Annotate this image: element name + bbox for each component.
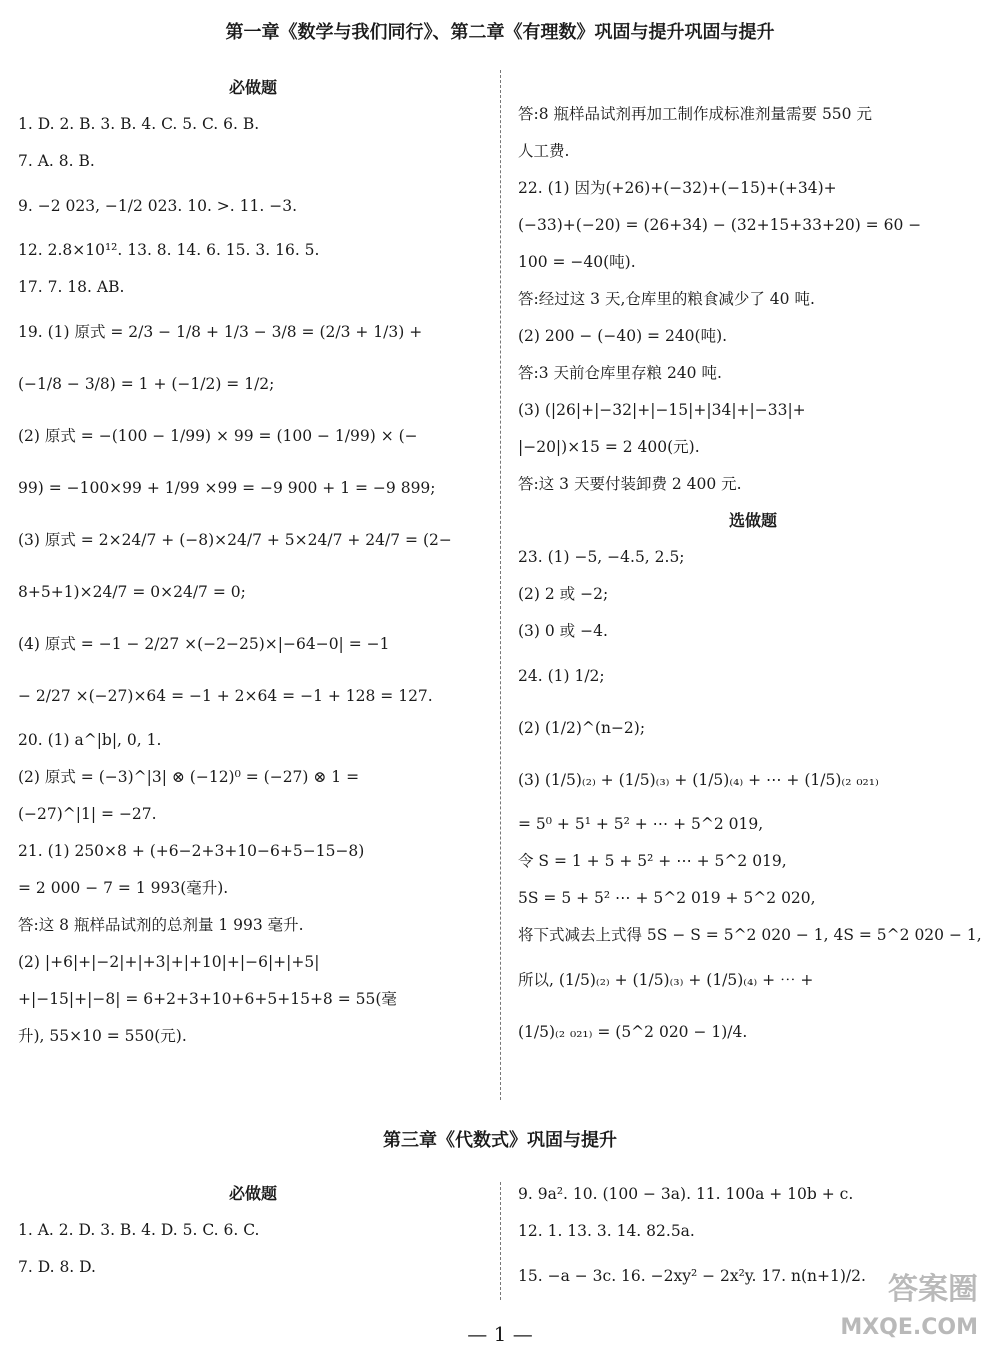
section2-right-answer-line: 12. 1. 13. 3. 14. 82.5a. — [518, 1222, 695, 1240]
page-number: — 1 — — [467, 1322, 533, 1346]
section1-right-answer-line: (3) 0 或 −4. — [518, 622, 608, 640]
section1-right-answer-line: 答:3 天前仓库里存粮 240 吨. — [518, 364, 722, 382]
section1-right-answer-line: |−20|)×15 = 2 400(元). — [518, 438, 700, 456]
section1-left-answer-line: 9. −2 023, −1/2 023. 10. >. 11. −3. — [18, 197, 297, 215]
section1-left-answer-line: 19. (1) 原式 = 2/3 − 1/8 + 1/3 − 3/8 = (2/3 + 1/3) + — [18, 323, 423, 341]
section1-right-answer-line: 所以, (1/5)₍₂₎ + (1/5)₍₃₎ + (1/5)₍₄₎ + ⋯ + — [518, 971, 814, 989]
section1-right-answer-line: 人工费. — [518, 142, 570, 160]
section1-left-answer-line: (4) 原式 = −1 − 2/27 ×(−2−25)×|−64−0| = −1 — [18, 635, 390, 653]
section1-right-answer-line: 23. (1) −5, −4.5, 2.5; — [518, 548, 685, 566]
section1-right-answer-line: (2) 200 − (−40) = 240(吨). — [518, 327, 728, 345]
section1-left-answer-line: 99) = −100×99 + 1/99 ×99 = −9 900 + 1 = −9 899; — [18, 479, 436, 497]
section1-right-answer-line: (1/5)₍₂ ₀₂₁₎ = (5^2 020 − 1)/4. — [518, 1023, 748, 1041]
section1-right-answer-line: (2) (1/2)^(n−2); — [518, 719, 646, 737]
section1-left-answer-line: = 2 000 − 7 = 1 993(毫升). — [18, 879, 229, 897]
section2-title: 第三章《代数式》巩固与提升 — [383, 1130, 617, 1151]
section1-right-lines — [518, 96, 988, 1058]
section1-left-answer-line: 答:这 8 瓶样品试剂的总剂量 1 993 毫升. — [18, 916, 304, 934]
section2-right-answer-line: 9. 9a². 10. (100 − 3a). 11. 100a + 10b + c. — [518, 1185, 854, 1203]
section1-left-answer-line: 21. (1) 250×8 + (+6−2+3+10−6+5−15−8) — [18, 842, 365, 860]
section2-left-heading: 必做题 — [228, 1184, 277, 1203]
section1-left-answer-line: (2) 原式 = −(100 − 1/99) × 99 = (100 − 1/99) × (− — [18, 427, 418, 445]
section1-left-answer-line: (−1/8 − 3/8) = 1 + (−1/2) = 1/2; — [18, 375, 275, 393]
section1-right-column — [518, 96, 988, 1058]
watermark-url: MXQE.COM — [840, 1315, 978, 1340]
section1-right-answer-line: 24. (1) 1/2; — [518, 667, 605, 685]
column-divider-2 — [500, 1182, 501, 1300]
section1-left-heading: 必做题 — [228, 78, 277, 97]
section2-left-lines — [18, 1212, 488, 1286]
section1-left-answer-line: +|−15|+|−8| = 6+2+3+10+6+5+15+8 = 55(毫 — [18, 990, 397, 1008]
section1-left-answer-line: 1. D. 2. B. 3. B. 4. C. 5. C. 6. B. — [18, 115, 260, 133]
section1-right-answer-line: 答:这 3 天要付装卸费 2 400 元. — [518, 475, 742, 493]
section1-right-answer-line: (−33)+(−20) = (26+34) − (32+15+33+20) = 60 − — [518, 216, 922, 234]
section1-right-answer-line: 将下式减去上式得 5S − S = 5^2 020 − 1, 4S = 5^2 020 − 1, — [518, 926, 982, 944]
section1-right-answer-line: = 5⁰ + 5¹ + 5² + ⋯ + 5^2 019, — [518, 815, 764, 833]
section1-right-answer-line: 令 S = 1 + 5 + 5² + ⋯ + 5^2 019, — [518, 852, 787, 870]
section1-right-answer-line: 5S = 5 + 5² ⋯ + 5^2 019 + 5^2 020, — [518, 889, 816, 907]
section1-right-answer-line: 答:8 瓶样品试剂再加工制作成标准剂量需要 550 元 — [518, 105, 872, 123]
section2-left-answer-line: 1. A. 2. D. 3. B. 4. D. 5. C. 6. C. — [18, 1221, 260, 1239]
section1-left-answer-line: 升), 55×10 = 550(元). — [18, 1027, 187, 1045]
section1-right-answer-line: (3) (1/5)₍₂₎ + (1/5)₍₃₎ + (1/5)₍₄₎ + ⋯ + (1/5)₍₂ ₀₂₁₎ — [518, 771, 879, 789]
section1-left-lines — [18, 106, 488, 1055]
section1-left-answer-line: (−27)^|1| = −27. — [18, 805, 157, 823]
section1-left-answer-line: (3) 原式 = 2×24/7 + (−8)×24/7 + 5×24/7 + 24/7 = (2− — [18, 531, 452, 549]
section1-left-answer-line: − 2/27 ×(−27)×64 = −1 + 2×64 = −1 + 128 = 127. — [18, 687, 433, 705]
column-divider — [500, 70, 501, 1100]
section2-left-column — [18, 1176, 488, 1286]
section1-right-answer-line: 22. (1) 因为(+26)+(−32)+(−15)+(+34)+ — [518, 179, 837, 197]
section1-right-answer-line: (2) 2 或 −2; — [518, 585, 609, 603]
section1-left-answer-line: 20. (1) a^|b|, 0, 1. — [18, 731, 162, 749]
watermark-logo-text: 答案圈 — [888, 1272, 978, 1307]
section1-left-answer-line: (2) |+6|+|−2|+|+3|+|+10|+|−6|+|+5| — [18, 953, 320, 971]
section2-right-answer-line: 15. −a − 3c. 16. −2xy² − 2x²y. 17. n(n+1)/2. — [518, 1267, 866, 1285]
watermark — [840, 1271, 978, 1347]
section1-left-answer-line: (2) 原式 = (−3)^|3| ⊗ (−12)⁰ = (−27) ⊗ 1 = — [18, 768, 360, 786]
section1-right-answer-line: 答:经过这 3 天,仓库里的粮食减少了 40 吨. — [518, 290, 815, 308]
section1-left-answer-line: 8+5+1)×24/7 = 0×24/7 = 0; — [18, 583, 246, 601]
section1-right-answer-line: (3) (|26|+|−32|+|−15|+|34|+|−33|+ — [518, 401, 806, 419]
section1-left-answer-line: 7. A. 8. B. — [18, 152, 95, 170]
section1-left-answer-line: 17. 7. 18. AB. — [18, 278, 125, 296]
section1-left-answer-line: 12. 2.8×10¹². 13. 8. 14. 6. 15. 3. 16. 5. — [18, 241, 320, 259]
section2-left-answer-line: 7. D. 8. D. — [18, 1258, 96, 1276]
section1-right-subheading: 选做题 — [728, 511, 777, 530]
section1-right-answer-line: 100 = −40(吨). — [518, 253, 636, 271]
section1-left-column — [18, 70, 488, 1055]
section1-title: 第一章《数学与我们同行》、第二章《有理数》巩固与提升巩固与提升 — [225, 22, 775, 43]
